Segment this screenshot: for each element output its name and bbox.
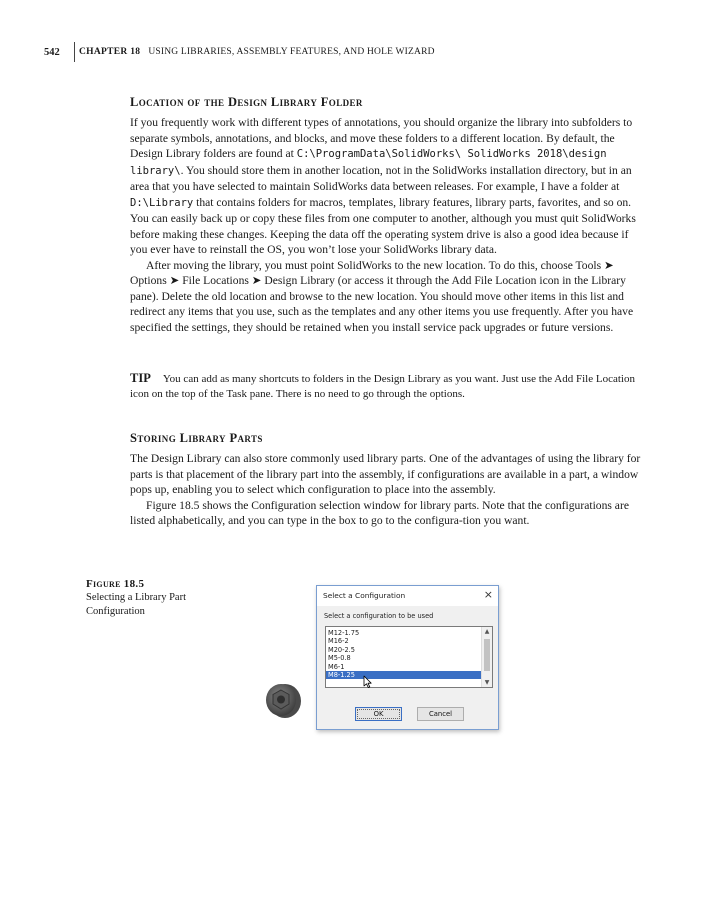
list-item[interactable]: M6-1	[328, 662, 345, 671]
dialog-body	[317, 606, 498, 729]
paragraph: If you frequently work with different types of annotations, you should organize the library into subfolders to separate symbols, annotations, and blocks, and move these folders to a different location. By default, the Design Library folders are found at C:\ProgramData\SolidWorks\ SolidWorks 2018\design library\. You should store them in another location, not in the SolidWorks installation directory, but in an area that you have selected to maintain SolidWorks data between releases. For example, I have a folder at D:\Library that contains folders for macros, templates, library features, library parts, favorites, and so on. You can easily back up or copy these files from one computer to another, although you must quit SolidWorks before making these changes. Keeping the data off the operating system drive is also a good idea because if you ever have to reinstall the OS, you won’t lose your SolidWorks library data.	[130, 116, 636, 256]
list-item[interactable]: M12-1.75	[328, 629, 360, 637]
inline-code-path: C:\ProgramData\SolidWorks\ SolidWorks 2018\design library\	[130, 148, 607, 177]
list-item[interactable]: M16-2	[328, 637, 349, 646]
inline-code-path: D:\Library	[130, 196, 194, 209]
tip-text: You can add as many shortcuts to folders in the Design Library as you want. Just use the Add File Location icon on the top of the Task pane. There is no need to go through the options.	[130, 373, 635, 400]
list-item[interactable]: M5-0.8	[328, 654, 351, 663]
cancel-button[interactable]: Cancel	[417, 707, 464, 721]
chevron-down-icon[interactable]: ▼	[484, 679, 490, 686]
dialog-title: Select a Configuration	[323, 591, 406, 600]
tip-label: TIP	[130, 371, 151, 385]
section-heading: Location of the Design Library Folder	[130, 95, 363, 109]
section-storing-library-parts	[130, 431, 645, 529]
page-number: 542	[44, 46, 60, 58]
ok-button[interactable]: OK	[355, 707, 402, 721]
chapter-label: CHAPTER 18	[79, 47, 141, 57]
list-item-selected[interactable]: M8-1.25	[326, 671, 481, 679]
tip-box	[130, 371, 655, 402]
running-head	[44, 42, 435, 62]
library-part-nut-image	[263, 680, 303, 720]
list-scrollbar[interactable]	[481, 627, 492, 687]
mouse-cursor-icon	[363, 675, 373, 689]
figure-caption-text: Selecting a Library Part Configuration	[86, 592, 187, 617]
dialog-prompt: Select a configuration to be used	[324, 612, 434, 620]
scrollbar-thumb[interactable]	[484, 639, 490, 671]
configuration-list[interactable]	[325, 626, 493, 688]
chevron-up-icon[interactable]: ▲	[484, 628, 490, 635]
select-configuration-dialog	[316, 585, 499, 730]
paragraph: Figure 18.5 shows the Configuration selection window for library parts. Note that the configurations are listed alphabetically, and you can type in the box to go to the configura-tion you want.	[130, 498, 629, 527]
paragraph: The Design Library can also store commonly used library parts. One of the advantages of using the library for parts is that placement of the library part into the assembly, if configurations are available in a part, a window pops up, enabling you to select which configuration to place into the assembly.	[130, 452, 641, 496]
figure-number: Figure 18.5	[86, 578, 145, 590]
list-item[interactable]: M20-2.5	[328, 645, 355, 654]
chapter-title: USING LIBRARIES, ASSEMBLY FEATURES, AND HOLE WIZARD	[148, 47, 435, 57]
section-design-library-location	[130, 95, 645, 335]
figure-caption	[86, 577, 216, 619]
close-icon[interactable]: ×	[483, 588, 493, 601]
section-heading: Storing Library Parts	[130, 431, 263, 445]
paragraph: After moving the library, you must point SolidWorks to the new location. To do this, choose Tools ➤ Options ➤ File Locations ➤ Design Library (or access it through the Add File Location icon in the Library pane). Delete the old location and browse to the new location. You should move other items in this list and redirect any items that you use, such as the templates and any other items you use frequently. After you have specified the settings, they should be retained when you install service pack upgrades or future versions.	[130, 258, 634, 334]
header-divider	[74, 42, 75, 62]
